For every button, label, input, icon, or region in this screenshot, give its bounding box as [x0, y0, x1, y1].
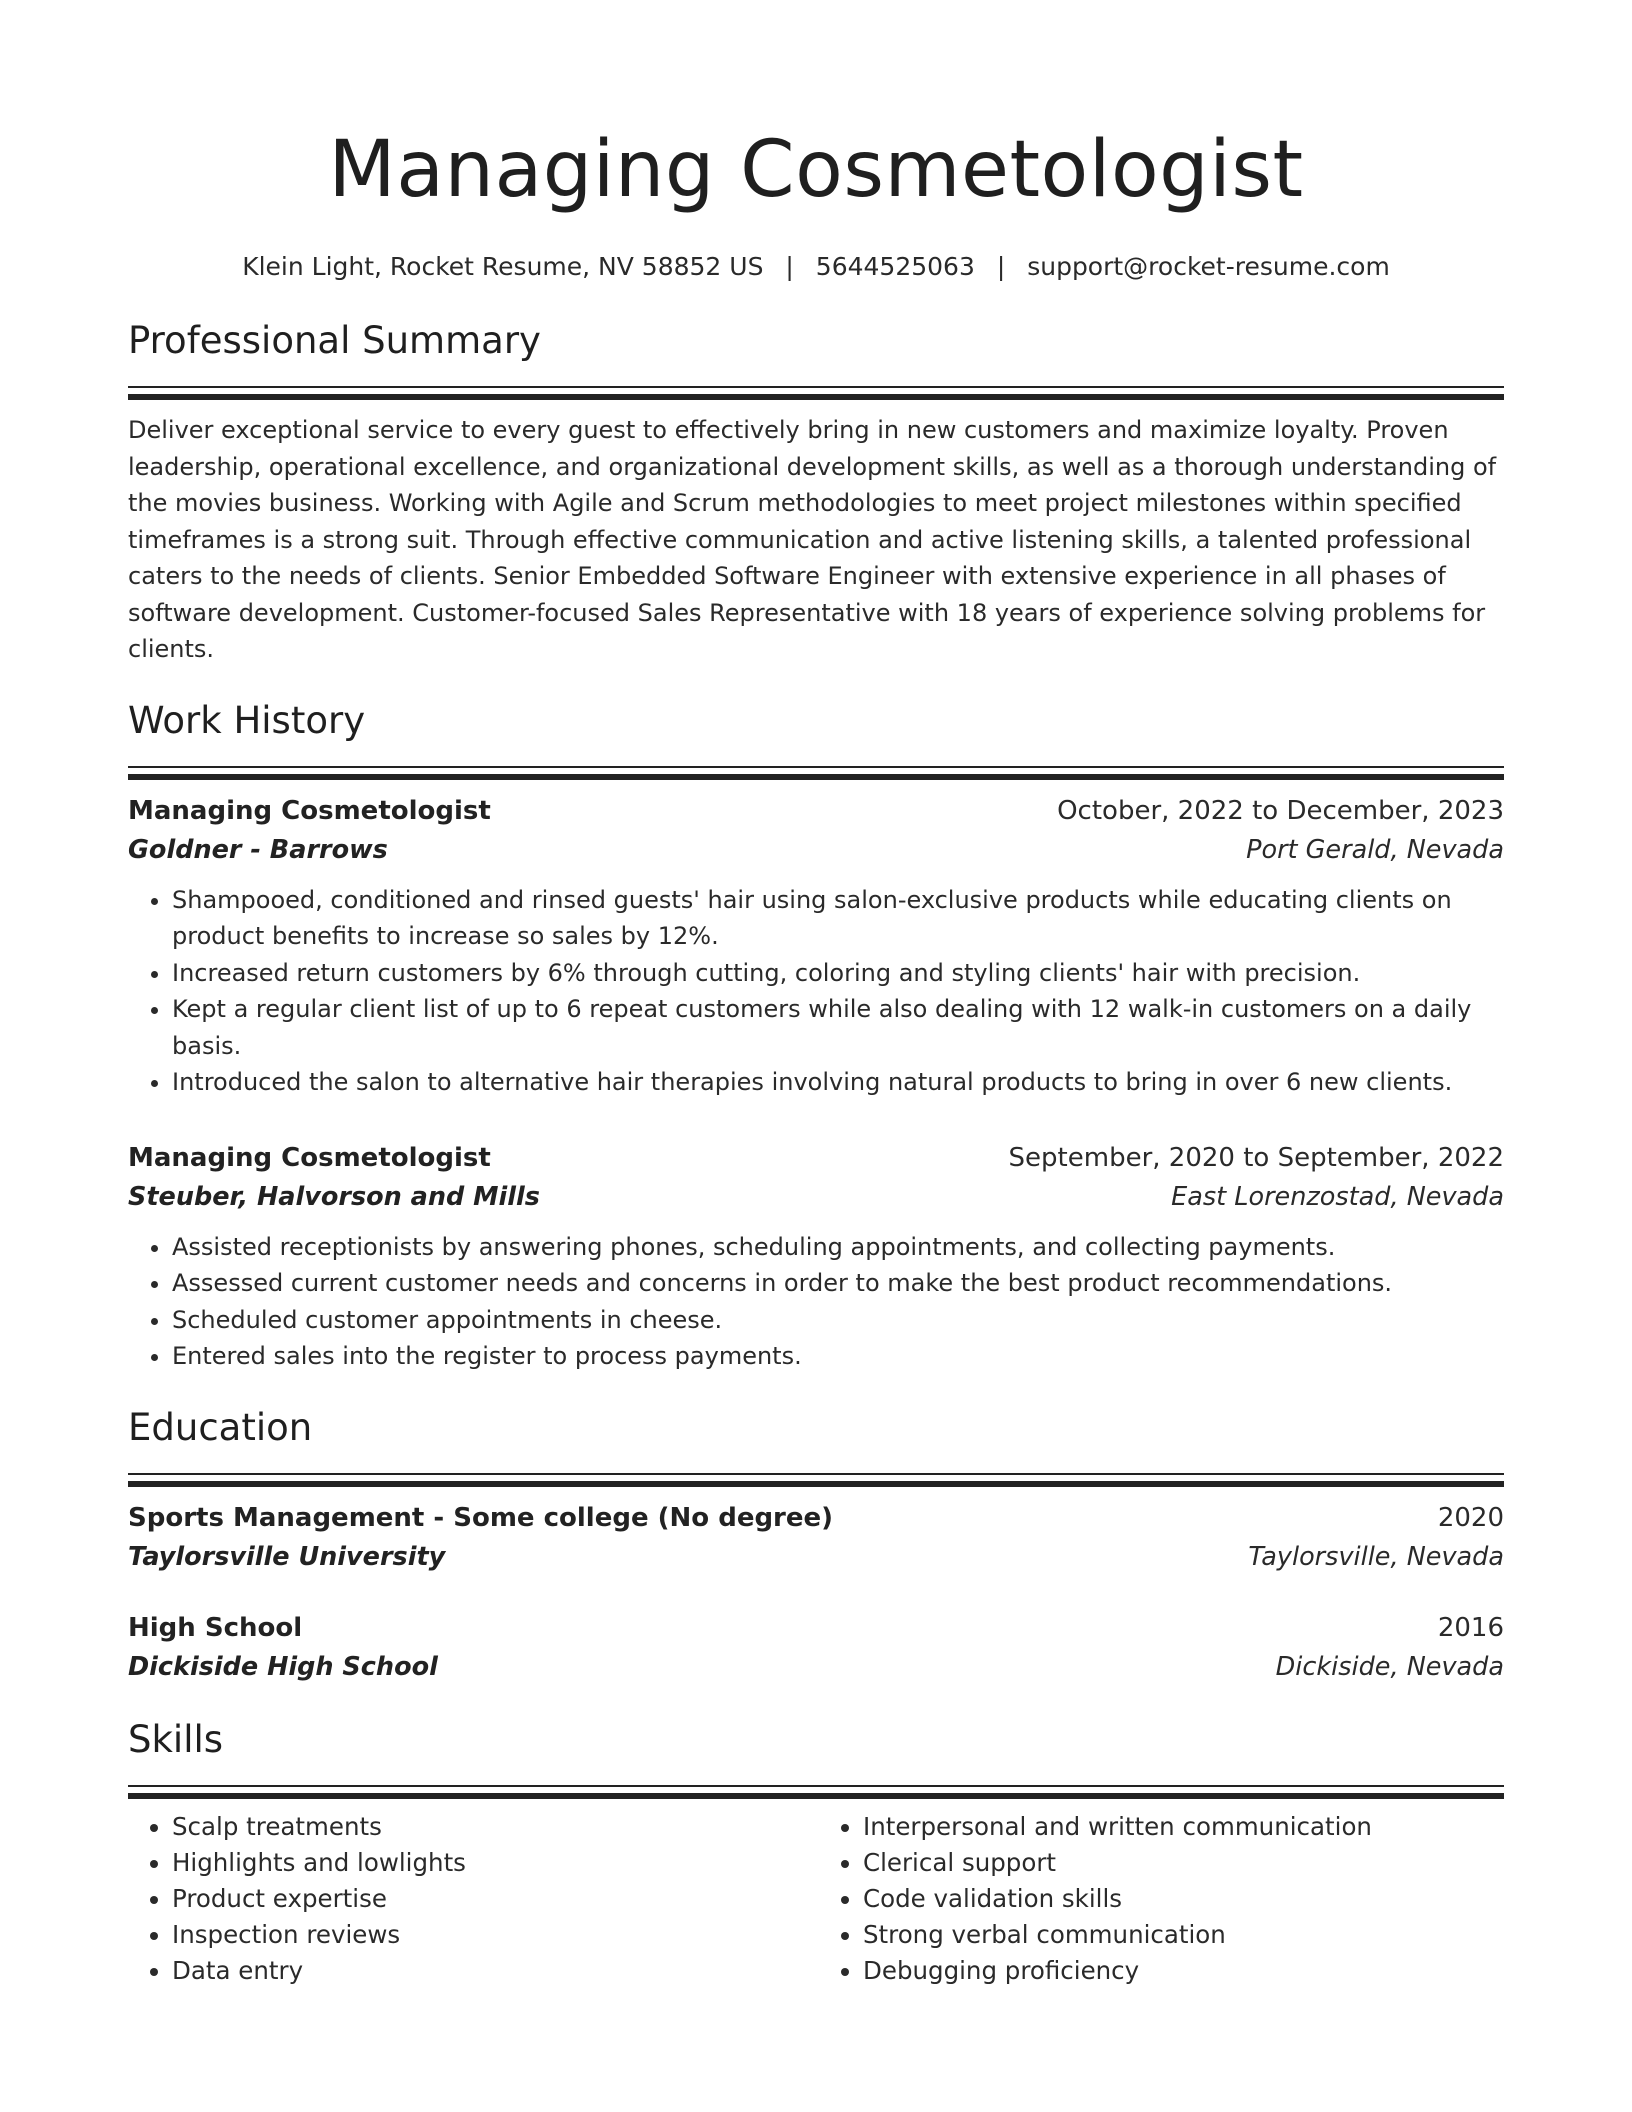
job-location: East Lorenzostad, Nevada — [1171, 1181, 1504, 1212]
summary-text: Deliver exceptional service to every guest to effectively bring in new customers and maximize loyalty. Proven leadership, operational excellence, and organizational development skills, as well as a thorough understanding of the movies business. Working with Agile and Scrum methodologies to meet project milestones within specified timeframes is a strong suit. Through effective communication and active listening skills, a talented professional caters to the needs of clients. Senior Embedded Software Engineer with extensive experience in all phases of software development. Customer-focused Sales Representative with 18 years of experience solving problems for clients. — [128, 416, 1497, 663]
job-dates: September, 2020 to September, 2022 — [1008, 1142, 1504, 1173]
education-location: Dickiside, Nevada — [1275, 1651, 1504, 1682]
skill-item: • Interpersonal and written communication — [863, 1809, 1504, 1845]
section-divider — [128, 1473, 1504, 1485]
job-entry — [128, 792, 1504, 1101]
job-dates: October, 2022 to December, 2023 — [1057, 795, 1504, 826]
list-item: • Assisted receptionists by answering phones, scheduling appointments, and collecting payments. — [172, 1229, 1504, 1266]
job-company: Steuber, Halvorson and Mills — [128, 1181, 540, 1212]
skills-list-right — [813, 1809, 1504, 1989]
contact-line — [128, 250, 1504, 284]
section-divider — [128, 386, 1504, 398]
contact-separator: | — [785, 252, 794, 281]
contact-separator: | — [996, 252, 1006, 281]
education-section — [128, 1405, 1504, 1687]
skill-item: • Debugging proficiency — [863, 1953, 1504, 1989]
list-item: • Entered sales into the register to process payments. — [172, 1338, 1504, 1375]
contact-address: Klein Light, Rocket Resume, NV 58852 US — [242, 252, 764, 281]
education-location: Taylorsville, Nevada — [1248, 1541, 1504, 1572]
skill-item: • Highlights and lowlights — [172, 1845, 813, 1881]
skill-item: • Strong verbal communication — [863, 1917, 1504, 1953]
job-position: Managing Cosmetologist — [128, 795, 491, 826]
education-school: Dickiside High School — [128, 1651, 438, 1682]
education-entry — [128, 1499, 1504, 1577]
list-item: • Scheduled customer appointments in cheese. — [172, 1302, 1504, 1339]
list-item: • Assessed current customer needs and concerns in order to make the best product recommendations. — [172, 1265, 1504, 1302]
skill-item: • Data entry — [172, 1953, 813, 1989]
section-divider — [128, 1785, 1504, 1797]
list-item: • Increased return customers by 6% through cutting, coloring and styling clients' hair with precision. — [172, 955, 1504, 992]
contact-email: support@rocket-resume.com — [1027, 252, 1390, 281]
section-title-skills: Skills — [128, 1717, 224, 1761]
education-school: Taylorsville University — [128, 1541, 446, 1572]
work-history-section — [128, 698, 1504, 1375]
skill-item: • Code validation skills — [863, 1881, 1504, 1917]
section-title-education: Education — [128, 1405, 313, 1449]
education-entry — [128, 1609, 1504, 1687]
section-divider — [128, 766, 1504, 778]
education-degree: High School — [128, 1612, 303, 1643]
section-title-summary: Professional Summary — [128, 319, 541, 362]
list-item: • Kept a regular client list of up to 6 repeat customers while also dealing with 12 walk-in customers on a daily basis. — [172, 991, 1504, 1064]
job-bullets — [128, 882, 1504, 1101]
job-location: Port Gerald, Nevada — [1246, 834, 1504, 865]
education-year: 2020 — [1437, 1502, 1504, 1533]
contact-phone: 5644525063 — [815, 252, 975, 281]
skill-item: • Inspection reviews — [172, 1917, 813, 1953]
list-item: • Shampooed, conditioned and rinsed guests' hair using salon-exclusive products while educating clients on product benefits to increase so sales by 12%. — [172, 882, 1504, 955]
list-item: • Introduced the salon to alternative hair therapies involving natural products to bring in over 6 new clients. — [172, 1064, 1504, 1101]
resume-title: Managing Cosmetologist — [328, 125, 1304, 215]
job-company: Goldner - Barrows — [128, 834, 388, 865]
job-bullets — [128, 1229, 1504, 1375]
summary-section — [128, 318, 1504, 668]
job-position: Managing Cosmetologist — [128, 1142, 491, 1173]
education-degree: Sports Management - Some college (No degree) — [128, 1502, 834, 1533]
skills-section — [128, 1717, 1504, 1989]
education-year: 2016 — [1437, 1612, 1504, 1643]
skill-item: • Product expertise — [172, 1881, 813, 1917]
skill-item: • Scalp treatments — [172, 1809, 813, 1845]
section-title-work-history: Work History — [128, 698, 366, 742]
skills-list-left — [128, 1809, 813, 1989]
skill-item: • Clerical support — [863, 1845, 1504, 1881]
job-entry — [128, 1139, 1504, 1375]
skills-columns — [128, 1809, 1504, 1989]
